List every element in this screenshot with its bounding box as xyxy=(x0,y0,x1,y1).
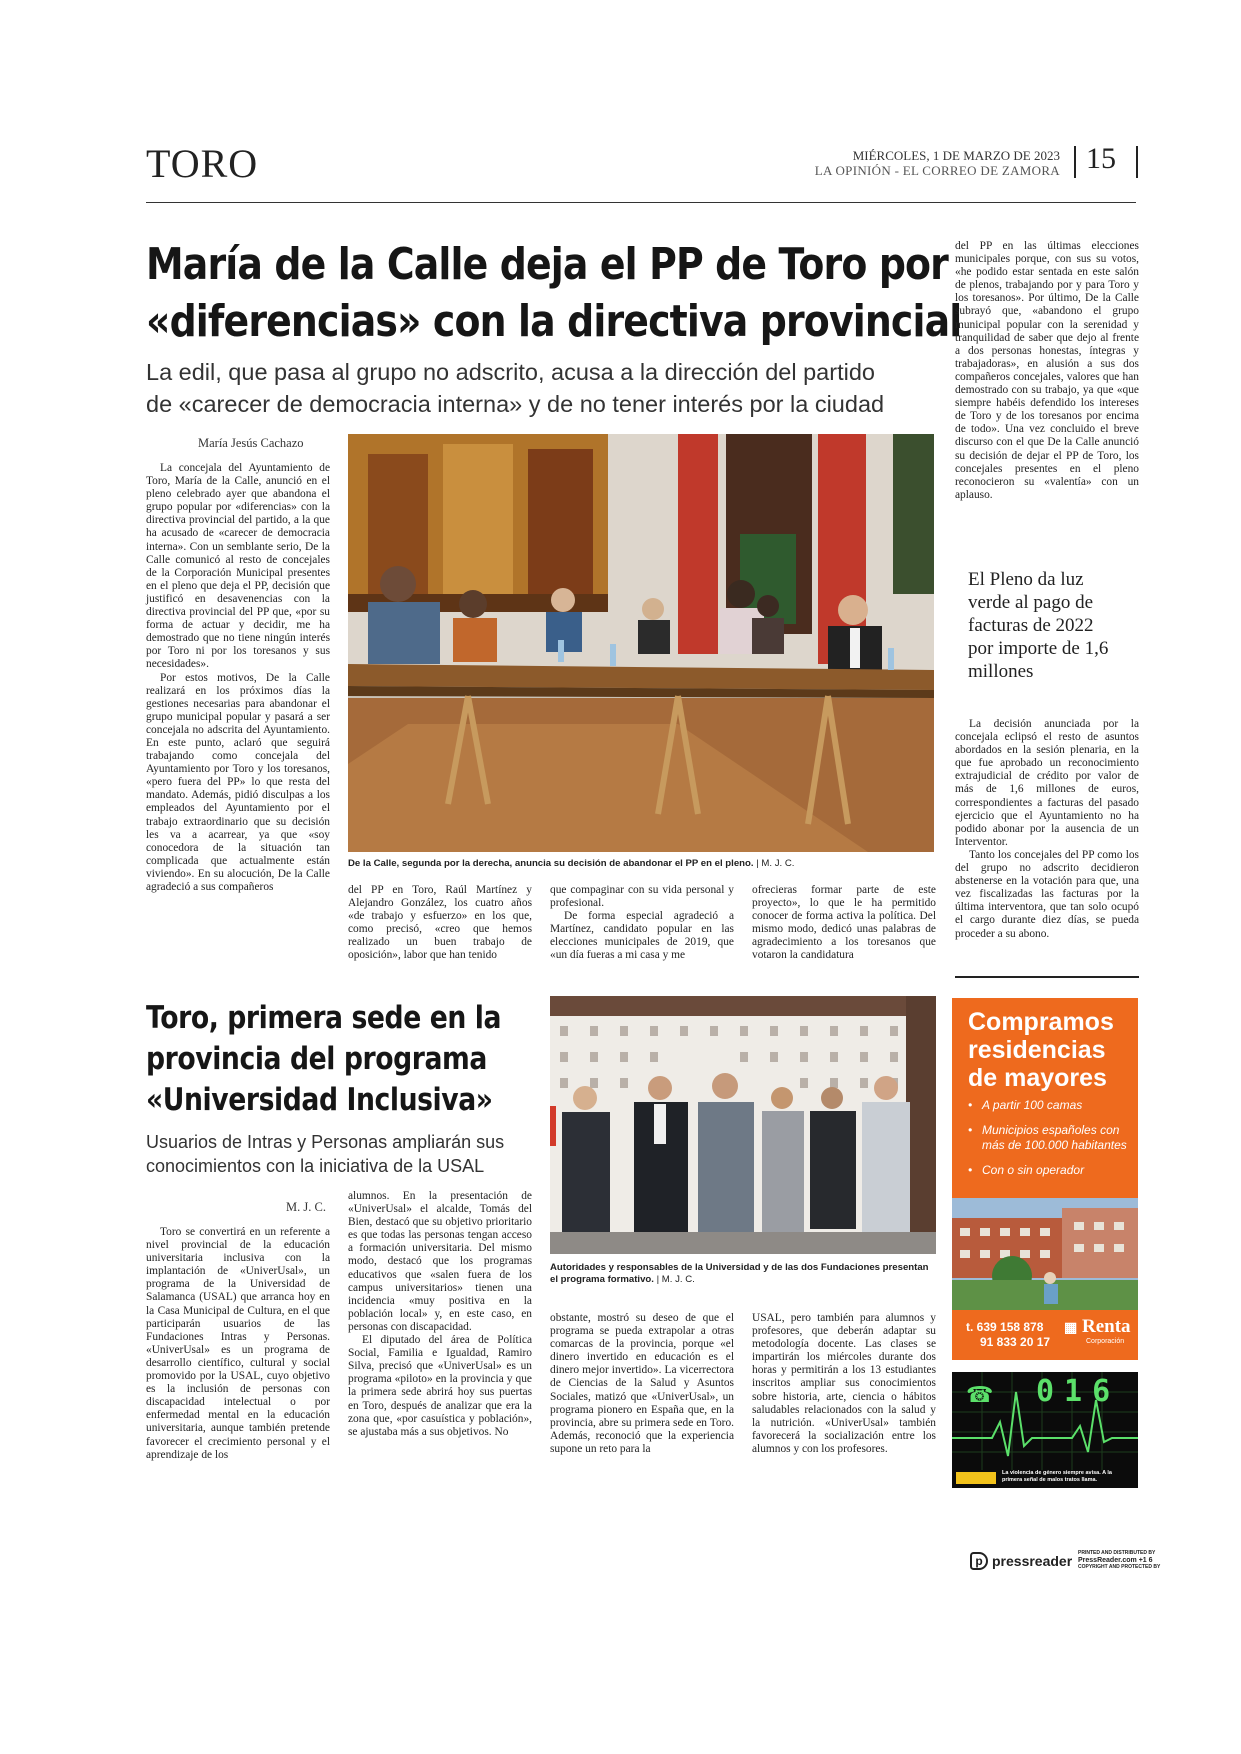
pressreader-brand: pressreader xyxy=(992,1553,1073,1569)
article1-col1-p1: La concejala del Ayuntamiento de Toro, María de la Calle, anunció en el pleno celebrado ayer que abandona el grupo popular por «diferencias» con la directiva provincial del partido, a la que ha acusado de «carecer de democracia interna». Con un semblante serio, De la Calle comunicó al resto de concejales de la Corporación Municipal presentes en el pleno que deja el PP, decisión que justificó en desavenencias con la directiva provincial del PP que, «por su forma de actuar y decidir, me ha demostrado que no tiene ningún interés por Toro ni por los toresanos y sus necesidades». xyxy=(146,462,330,671)
section-title: TORO xyxy=(146,141,259,186)
ad-016[interactable] xyxy=(952,1372,1138,1488)
issue-date-block xyxy=(700,148,1060,178)
pressreader-footer[interactable] xyxy=(970,1550,1160,1574)
article1-column-3 xyxy=(550,884,734,963)
article1-deck-line2: de «carecer de democracia interna» y de no tener interés por la ciudad xyxy=(146,391,885,417)
article2-deck-line2: conocimientos con la iniciativa de la USAL xyxy=(146,1156,485,1176)
page-number: 15 xyxy=(1086,142,1116,175)
residence-building-image xyxy=(952,1198,1138,1310)
article2-headline xyxy=(146,998,501,1121)
residencias-ad-item: • A partir 100 camas xyxy=(968,1098,1128,1113)
residencias-ad-list xyxy=(968,1098,1128,1188)
article1-col3-p2: De forma especial agradeció a Martínez, candidato popular en las elecciones municipales de 2019, que «un día fueras a mi casa y me xyxy=(550,910,734,962)
phone-icon: ☎ xyxy=(966,1383,994,1408)
issue-date: MIÉRCOLES, 1 DE MARZO DE 2023 xyxy=(852,148,1060,163)
header-divider-right xyxy=(1136,146,1138,178)
residencias-ad[interactable] xyxy=(952,998,1138,1360)
residencias-ad-phone2[interactable]: 91 833 20 17 xyxy=(980,1335,1051,1349)
ad-016-gov-logo xyxy=(956,1472,996,1484)
article1-caption-text: De la Calle, segunda por la derecha, anuncia su decisión de abandonar el PP en el pleno. xyxy=(348,858,754,869)
article1-col4-text: ofrecieras formar parte de este proyecto», lo que le ha permitido conocer de forma activa la política. Del mismo modo, dedicó unas palabras de agradecimiento a los toresanos que votaron la candidatura xyxy=(752,884,936,962)
article2-col1-text: Toro se convertirá en un referente a nivel provincial de la educación universitaria inclusiva con la implantación de «UniverUsal», un programa de la Universidad de Salamanca (USAL) que arranca hoy en la Casa Municipal de Cultura, en el que participarán usuarios de las Fundaciones Intras y Personas. «UniverUsal» es un programa de desarrollo científico, cultural y social promovido por la USAL, cuyo objetivo es la inclusión de personas con discapacidad intelectual o por enfermedad mental en la educación universitaria, aunque también pretende favorecer el crecimiento personal y el aprendizaje de los xyxy=(146,1226,330,1461)
article2-column-4 xyxy=(752,1312,936,1456)
article2-caption-text: Autoridades y responsables de la Universidad y de las dos Fundaciones presentan el programa formativo. xyxy=(550,1262,929,1285)
article1-caption-credit: | M. J. C. xyxy=(756,858,795,869)
article1-col2-text: del PP en Toro, Raúl Martínez y Alejandro González, los cuatro años «de trabajo y esfuerzo» en los que, como precisó, «creo que hemos realizado un buen trabajo de oposición», labor que han tenido xyxy=(348,884,532,962)
residencias-ad-phone1[interactable]: t. 639 158 878 xyxy=(966,1320,1044,1334)
article1-col5-p2: La decisión anunciada por la concejala eclipsó el resto de asuntos abordados en la sesión plenaria, en la que fue aprobado un reconocimiento extrajudicial de crédito por valor de más de 1,6 millones de euros, correspondientes a facturas del pasado ejercicio que el Ayuntamiento no ha podido abonar por la ausencia de un Interventor. xyxy=(955,718,1139,848)
article1-col5-p3: Tanto los concejales del PP como los del grupo no adscrito decidieron abstenerse en la votación para que, una vez fiscalizadas las facturas por la última interventora, que tan solo ocupó el cargo durante diez días, se pueda proceder a su abono. xyxy=(955,848,1139,940)
article1-column-5b xyxy=(955,718,1139,941)
article1-col3-p1: que compaginar con su vida personal y profesional. xyxy=(550,884,734,910)
article2-headline-line3: «Universidad Inclusiva» xyxy=(146,1082,493,1118)
article1-headline-line1: María de la Calle deja el PP de Toro por xyxy=(146,239,948,290)
article2-column-1 xyxy=(146,1226,330,1462)
pressreader-icon: p xyxy=(970,1552,988,1570)
article1-headline xyxy=(146,236,961,350)
article1-pull-quote: El Pleno da luz verde al pago de facturas de 2022 por importe de 1,6 millones xyxy=(968,569,1109,682)
pressreader-line1: PRINTED AND DISTRIBUTED BY xyxy=(1078,1550,1156,1556)
pressreader-line3: COPYRIGHT AND PROTECTED BY xyxy=(1078,1564,1161,1570)
article2-column-2 xyxy=(348,1190,532,1439)
header-rule xyxy=(146,202,1136,203)
article2-column-3 xyxy=(550,1312,734,1456)
ad-016-footer: La violencia de género siempre avisa. A la primera señal de malos tratos llama. xyxy=(1002,1470,1112,1483)
article2-col3-text: obstante, mostró su deseo de que el programa se pueda extrapolar a otras comarcas de la provincia, porque «el dinero invertido en educación es el dinero mejor invertido». La vicerrectora de Ciencias de la Salud y Asuntos Sociales, matizó que «UniverUsal», un programa pionero en España que, en la provincia, abre su primera sede en Toro. Además, reconoció que la experiencia supone un reto para la xyxy=(550,1312,734,1455)
article1-column-1 xyxy=(146,462,330,894)
article1-headline-line2: «diferencias» con la directiva provincial xyxy=(146,296,962,347)
ad-016-number: 016 xyxy=(1036,1374,1121,1409)
article1-deck xyxy=(146,356,936,420)
article2-col4-text: USAL, pero también para alumnos y profesores, que deberán adaptar su metodología docente. Las clases se impartirán los miércoles durante dos horas y permitirán a los 13 estudiantes inscritos ampliar sus conocimientos sobre historia, arte, ciencia o hábitos saludables relacionados con la salud y la nutrición. «UniverUsal» también favorecerá la socialización entre los alumnos y con los profesores. xyxy=(752,1312,936,1455)
program-presentation-photo xyxy=(550,996,936,1254)
article2-col2-p2: El diputado del área de Política Social, Familia e Igualdad, Ramiro Silva, precisó que «UniverUsal» es un programa «piloto» en la provincia y que la primera sede abrirá hoy sus puertas en Toro, después de analizar que era la zona que, «por casuística y población», se ajustaba más a sus objetivos. No xyxy=(348,1334,532,1438)
article2-caption-credit: | M. J. C. xyxy=(656,1274,695,1285)
article2-col2-p1: alumnos. En la presentación de «UniverUsal» el alcalde, Tomás del Bien, destacó que su objetivo prioritario es que todas las personas tengan acceso a formación universitaria. Del mismo modo, destacó que los programas educativos que «salen fuera de los campus universitarios» tienen una incidencia «muy positiva en la población local» y, en este caso, en personas con discapacidad. xyxy=(348,1190,532,1333)
article1-photo-caption xyxy=(348,858,934,870)
article1-column-2 xyxy=(348,884,532,963)
article1-deck-line1: La edil, que pasa al grupo no adscrito, acusa a la dirección del partido xyxy=(146,359,875,385)
header-divider xyxy=(1074,146,1076,178)
residencias-ad-title: Compramos residencias de mayores xyxy=(968,1008,1114,1092)
council-meeting-photo-image xyxy=(348,434,934,852)
article1-col5-p1: del PP en las últimas elecciones municipales porque, con sus su votos, «he podido estar sentada en este salón de plenos, trabajando por y para Toro y los toresanos». Por último, De la Calle subrayó que, «abandono el grupo municipal popular con la serenidad y tranquilidad de saber que dejo al frente a dos personas honestas, íntegras y trabajadoras», en alusión a sus dos compañeros concejales, valores que han demostrado con su trabajo, ya que «que siempre habéis defendido los intereses de Toro y de los toresanos por encima de todo». Una vez concluido el breve discurso con el que De la Calle anunció su decisión de dejar el PP de Toro, los concejales presentes en el pleno reconocieron su «valentía» con un aplauso. xyxy=(955,240,1139,501)
pressreader-line2: PressReader.com +1 6 xyxy=(1078,1557,1153,1564)
article2-deck xyxy=(146,1130,526,1178)
article2-byline: M. J. C. xyxy=(286,1200,326,1214)
article1-column-4 xyxy=(752,884,936,963)
program-presentation-photo-image xyxy=(550,996,936,1254)
article2-headline-line2: provincia del programa xyxy=(146,1041,487,1077)
publication-name: LA OPINIÓN - EL CORREO DE ZAMORA xyxy=(814,163,1060,178)
renta-logo-icon: ▦ xyxy=(1064,1321,1078,1336)
article2-headline-line1: Toro, primera sede en la xyxy=(146,1000,502,1036)
article1-column-5 xyxy=(955,240,1139,502)
article1-byline: María Jesús Cachazo xyxy=(198,436,304,450)
article2-photo-caption xyxy=(550,1262,936,1286)
article1-col1-p2: Por estos motivos, De la Calle realizará en los próximos días la gestiones necesarias para abandonar el grupo municipal popular y pasará a ser concejala no adscrita del Ayuntamiento. En este punto, aclaró que seguirá trabajando como concejala del Ayuntamiento por Toro y los toresanos, «pero fuera del PP» lo que resta del mandato. Además, pidió disculpas a los empleados del Ayuntamiento por el trabajo extraordinario que su decisión les va a acarrear, ya que «soy conocedora de la situación tan complicada que actualmente están viviendo». En su alocución, De la Calle agradeció a sus compañeros xyxy=(146,671,330,893)
article-separator-rule xyxy=(955,976,1139,978)
residencias-ad-brand-sub: Corporación xyxy=(1086,1338,1125,1345)
article2-deck-line1: Usuarios de Intras y Personas ampliarán sus xyxy=(146,1132,505,1152)
residencias-ad-item: • Con o sin operador xyxy=(968,1163,1128,1178)
council-meeting-photo xyxy=(348,434,934,852)
residencias-ad-item: • Municipios españoles con más de 100.000 habitantes xyxy=(968,1123,1128,1153)
residencias-ad-brand: Renta xyxy=(1081,1316,1131,1337)
